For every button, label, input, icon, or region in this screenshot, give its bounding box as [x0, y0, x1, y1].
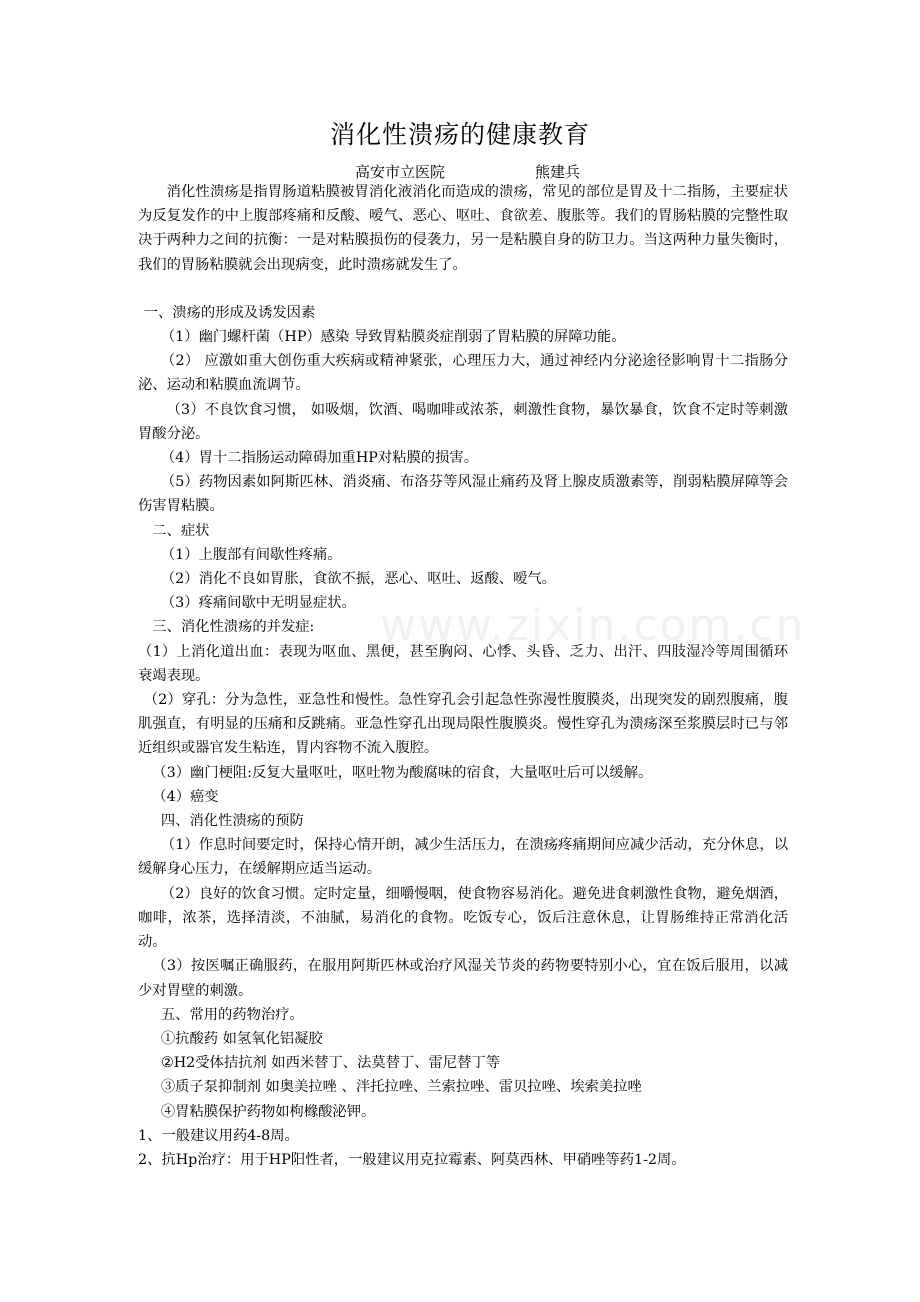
cause-item: （4）胃十二指肠运动障碍加重HP对粘膜的损害。	[160, 450, 478, 467]
document-body	[138, 180, 788, 1172]
cause-item: （5）药物因素如阿斯匹林、消炎痛、布洛芬等风湿止痛药及肾上腺皮质激素等，削弱粘膜屏障等会伤害胃粘膜。	[138, 474, 788, 515]
cause-item: （2） 应激如重大创伤重大疾病或精神紧张，心理压力大，通过神经内分泌途径影响胃十二指肠分泌、运动和粘膜血流调节。	[138, 353, 788, 394]
complication-item: （2）穿孔：分为急性，亚急性和慢性。急性穿孔会引起急性弥漫性腹膜炎，出现突发的剧烈腹痛，腹肌强直，有明显的压痛和反跳痛。亚急性穿孔出现局限性腹膜炎。慢性穿孔为溃疡深至浆膜层时已与邻近组织或器官发生粘连，胃内容物不流入腹腔。	[138, 692, 788, 757]
note-item: 2、抗Hp治疗：用于HP阳性者，一般建议用克拉霉素、阿莫西林、甲硝唑等药1-2周。	[138, 1151, 686, 1168]
note-item: 1、一般建议用药4-8周。	[138, 1127, 299, 1144]
complication-item: （4）癌变	[152, 788, 219, 805]
symptom-item: （2）消化不良如胃胀，食欲不振，恶心、呕吐、返酸、嗳气。	[160, 571, 556, 588]
cause-item: （3）不良饮食习惯， 如吸烟，饮酒、喝咖啡或浓茶，刺激性食物，暴饮暴食，饮食不定时等刺激胃酸分泌。	[138, 401, 788, 442]
intro-paragraph: 消化性溃疡是指胃肠道粘膜被胃消化液消化而造成的溃疡，常见的部位是胃及十二指肠，主要症状为反复发作的中上腹部疼痛和反酸、嗳气、恶心、呕吐、食欲差、腹胀等。我们的胃肠粘膜的完整性取决于两种力之间的抗衡：一是对粘膜损伤的侵袭力，另一是粘膜自身的防卫力。当这两种力量失衡时，我们的胃肠粘膜就会出现病变，此时溃疡就发生了。	[138, 184, 788, 273]
section-heading-prevention: 四、消化性溃疡的预防	[160, 813, 304, 830]
symptom-item: （3）疼痛间歇中无明显症状。	[160, 595, 356, 612]
complication-item: （3）幽门梗阻:反复大量呕吐，呕吐物为酸腐味的宿食，大量呕吐后可以缓解。	[152, 764, 653, 781]
medication-item: ①抗酸药 如氢氧化铝凝胶	[160, 1030, 323, 1047]
watermark: www.zixin.com.cn	[380, 600, 806, 651]
byline-hospital: 高安市立医院	[355, 163, 446, 181]
section-heading-medication: 五、常用的药物治疗。	[160, 1006, 304, 1023]
medication-item: ②H2受体拮抗剂 如西米替丁、法莫替丁、雷尼替丁等	[160, 1055, 501, 1072]
prevention-item: （2）良好的饮食习惯。定时定量，细嚼慢咽，使食物容易消化。避免进食刺激性食物，避免烟酒，咖啡，浓茶，选择清淡，不油腻，易消化的食物。吃饭专心，饭后注意休息，让胃肠维持正常消化活动。	[138, 885, 788, 951]
prevention-item: （1）作息时间要定时，保持心情开朗，减少生活压力，在溃疡疼痛期间应减少活动，充分休息，以缓解身心压力，在缓解期应适当运动。	[138, 837, 788, 878]
complication-item: （1）上消化道出血：表现为呕血、黑便，甚至胸闷、心悸、头昏、乏力、出汗、四肢湿冷等周围循环衰竭表现。	[138, 643, 788, 684]
prevention-item: （3）按医嘱正确服药，在服用阿斯匹林或治疗风湿关节炎的药物要特别小心，宜在饭后服用，以减少对胃壁的刺激。	[138, 958, 788, 999]
spacer	[138, 277, 788, 301]
section-heading-causes: 一、溃疡的形成及诱发因素	[143, 304, 316, 321]
symptom-item: （1）上腹部有间歇性疼痛。	[160, 546, 342, 563]
document-title: 消化性溃疡的健康教育	[329, 120, 590, 149]
byline-author: 熊建兵	[535, 163, 581, 181]
medication-item: ③质子泵抑制剂 如奥美拉唑 、泮托拉唑、兰索拉唑、雷贝拉唑、埃索美拉唑	[160, 1079, 642, 1096]
section-heading-complications: 三、消化性溃疡的并发症:	[152, 619, 315, 636]
cause-item: （1）幽门螺杆菌（HP）感染 导致胃粘膜炎症削弱了胃粘膜的屏障功能。	[160, 329, 626, 346]
medication-item: ④胃粘膜保护药物如枸橼酸泌钾。	[160, 1103, 376, 1120]
section-heading-symptoms: 二、症状	[152, 522, 210, 539]
